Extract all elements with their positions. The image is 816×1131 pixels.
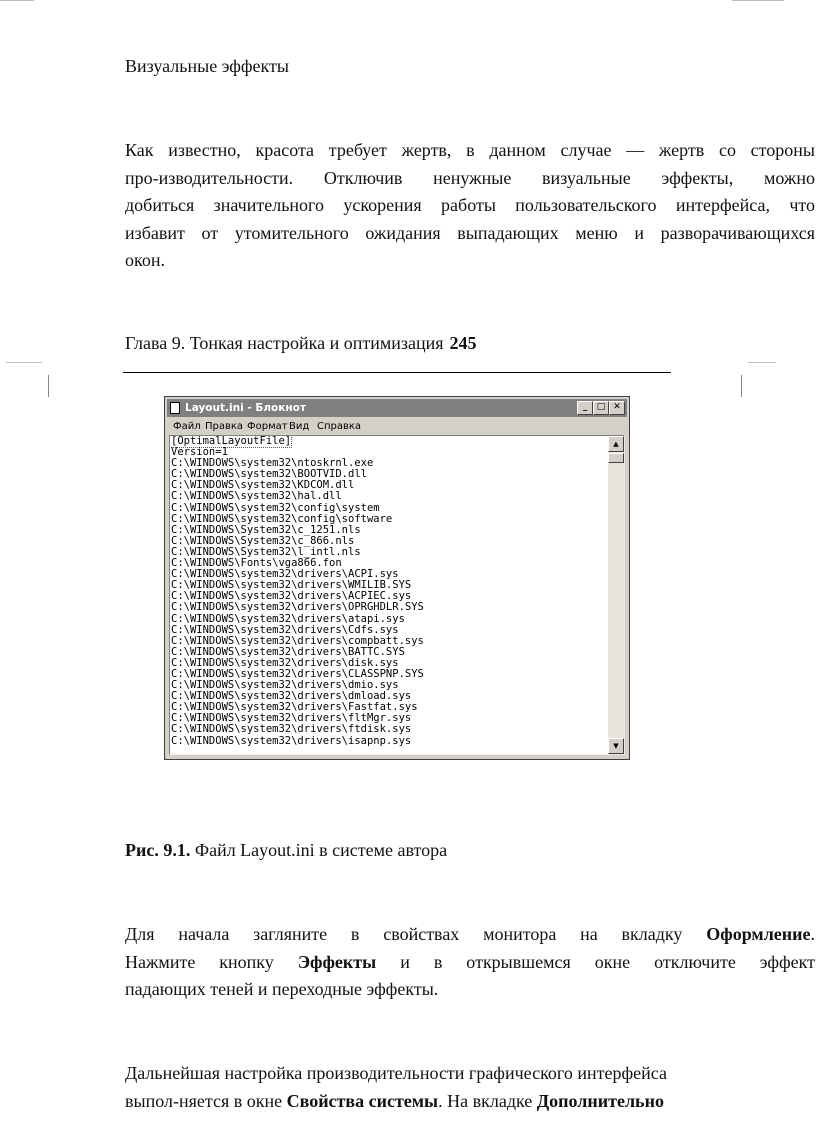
scroll-thumb[interactable] bbox=[608, 453, 624, 463]
menu-view[interactable]: Вид bbox=[289, 421, 310, 432]
title-bar[interactable] bbox=[167, 399, 627, 417]
paragraph2-line-3: падающих теней и переходные эффекты. bbox=[125, 979, 439, 999]
notepad-app-icon[interactable] bbox=[170, 402, 180, 414]
maximize-button[interactable]: □ bbox=[593, 401, 609, 415]
paragraph2-line-2 bbox=[125, 949, 815, 977]
editor-line-text: C:\WINDOWS\system32\drivers\Fastfat.sys bbox=[171, 701, 418, 714]
editor-line-text: C:\WINDOWS\system32\BOOTVID.dll bbox=[171, 468, 367, 481]
corner-mark-top-left bbox=[0, 0, 34, 1]
tab-name-dopolnitelno: Дополнительно bbox=[536, 1090, 664, 1111]
section-title: Визуальные эффекты bbox=[125, 56, 289, 76]
editor-line-text: C:\WINDOWS\system32\KDCOM.dll bbox=[171, 479, 355, 492]
window-title: Layout.ini - Блокнот bbox=[185, 402, 306, 414]
p2-line1-period: . bbox=[810, 924, 816, 944]
notepad-window bbox=[164, 396, 630, 760]
window-name-svoystva-sistemy: Свойства системы bbox=[286, 1090, 439, 1111]
menu-file[interactable]: Файл bbox=[173, 421, 201, 432]
running-header bbox=[125, 331, 477, 355]
editor-line-text: C:\WINDOWS\system32\config\software bbox=[171, 512, 393, 525]
close-button[interactable]: ✕ bbox=[609, 401, 625, 415]
editor-line-text: C:\WINDOWS\system32\drivers\CLASSPNP.SYS bbox=[171, 667, 424, 680]
intro-line-3: добиться значительного ускорения работы пользовательского интерфейса, что bbox=[125, 195, 815, 215]
editor-line-text: C:\WINDOWS\system32\drivers\compbatt.sys bbox=[171, 634, 424, 647]
vertical-scrollbar[interactable] bbox=[608, 436, 624, 754]
menu-edit[interactable]: Правка bbox=[205, 421, 244, 432]
p2-line1-text: Для начала загляните в свойствах монитора на вкладку bbox=[125, 924, 683, 944]
editor-line-text: C:\WINDOWS\system32\drivers\ACPI.sys bbox=[171, 568, 399, 581]
minimize-button[interactable]: _ bbox=[577, 401, 593, 415]
editor-line-text: C:\WINDOWS\system32\drivers\isapnp.sys bbox=[171, 734, 412, 747]
menu-format[interactable]: Формат bbox=[247, 421, 288, 432]
editor-line-text: C:\WINDOWS\Fonts\vga866.fon bbox=[171, 557, 342, 570]
editor-line-text: C:\WINDOWS\system32\drivers\BATTC.SYS bbox=[171, 645, 405, 658]
editor-line-text: C:\WINDOWS\system32\config\system bbox=[171, 501, 380, 514]
editor-line-text: C:\WINDOWS\system32\drivers\atapi.sys bbox=[171, 612, 405, 625]
menu-help[interactable]: Справка bbox=[317, 421, 362, 432]
editor-line-text: C:\WINDOWS\System32\c_1251.nls bbox=[171, 523, 361, 536]
header-rule bbox=[123, 372, 671, 373]
paragraph3-line-1: Дальнейшая настройка производительности графического интерфейса bbox=[125, 1063, 667, 1083]
paragraph3-line-2 bbox=[125, 1088, 815, 1116]
p2-line2-rest: и в открывшемся окне отключите эффект bbox=[400, 951, 816, 972]
editor-line-text: C:\WINDOWS\system32\drivers\ftdisk.sys bbox=[171, 723, 412, 736]
editor-line-text: C:\WINDOWS\System32\l_intl.nls bbox=[171, 545, 361, 558]
editor-line-text: C:\WINDOWS\system32\ntoskrnl.exe bbox=[171, 457, 374, 470]
crop-mark-right-v bbox=[741, 375, 742, 397]
editor-line-text: C:\WINDOWS\System32\c_866.nls bbox=[171, 534, 355, 547]
editor-line-text: C:\WINDOWS\system32\drivers\dmload.sys bbox=[171, 690, 412, 703]
editor-line-text: C:\WINDOWS\system32\drivers\fltMgr.sys bbox=[171, 712, 412, 725]
page-number: 245 bbox=[449, 333, 477, 353]
figure-text: Файл Layout.ini в системе автора bbox=[194, 840, 448, 860]
paragraph2-line-1 bbox=[125, 921, 815, 949]
text-editor[interactable] bbox=[169, 435, 625, 755]
p2-line2-text: Нажмите кнопку bbox=[125, 951, 274, 972]
crop-mark-right-h bbox=[748, 362, 776, 363]
editor-line-text: [OptimalLayoutFile] bbox=[171, 436, 292, 447]
p3-line2-text: выпол-няется в окне bbox=[125, 1090, 283, 1111]
editor-line-text: C:\WINDOWS\system32\hal.dll bbox=[171, 490, 342, 503]
crop-mark-left-v bbox=[48, 375, 49, 397]
menu-bar bbox=[167, 418, 627, 435]
editor-text[interactable] bbox=[171, 436, 607, 754]
editor-line[interactable] bbox=[171, 436, 607, 447]
intro-line-2: про-изводительности. Отключив ненужные визуальные эффекты, можно bbox=[125, 167, 815, 188]
editor-line-text: C:\WINDOWS\system32\drivers\Cdfs.sys bbox=[171, 623, 399, 636]
crop-mark-left-h bbox=[6, 362, 42, 363]
editor-line-text: C:\WINDOWS\system32\drivers\dmio.sys bbox=[171, 679, 399, 692]
editor-line-text: C:\WINDOWS\system32\drivers\ACPIEC.sys bbox=[171, 590, 412, 603]
corner-mark-top-right bbox=[732, 0, 784, 1]
button-name-effekty: Эффекты bbox=[297, 951, 377, 972]
editor-line-text: C:\WINDOWS\system32\drivers\disk.sys bbox=[171, 656, 399, 669]
editor-line-text: Version=1 bbox=[171, 446, 228, 459]
editor-line-text: C:\WINDOWS\system32\drivers\WMILIB.SYS bbox=[171, 579, 412, 592]
intro-line-5: окон. bbox=[125, 250, 165, 270]
editor-line-text: C:\WINDOWS\system32\drivers\OPRGHDLR.SYS bbox=[171, 601, 424, 614]
p3-line2-middle: . На вкладке bbox=[438, 1090, 533, 1111]
figure-label: Рис. 9.1. bbox=[125, 840, 191, 860]
intro-line-1: Как известно, красота требует жертв, в данном случае — жертв со стороны bbox=[125, 140, 815, 160]
scroll-down-button[interactable]: ▼ bbox=[608, 738, 624, 754]
editor-line[interactable] bbox=[171, 736, 607, 747]
tab-name-oformlenie: Оформление bbox=[706, 924, 811, 944]
figure-caption bbox=[125, 838, 447, 862]
scroll-up-button[interactable]: ▲ bbox=[608, 436, 624, 452]
intro-line-4: избавит от утомительного ожидания выпадающих меню и разворачивающихся bbox=[125, 222, 815, 243]
running-header-title: Глава 9. Тонкая настройка и оптимизация bbox=[125, 333, 444, 353]
